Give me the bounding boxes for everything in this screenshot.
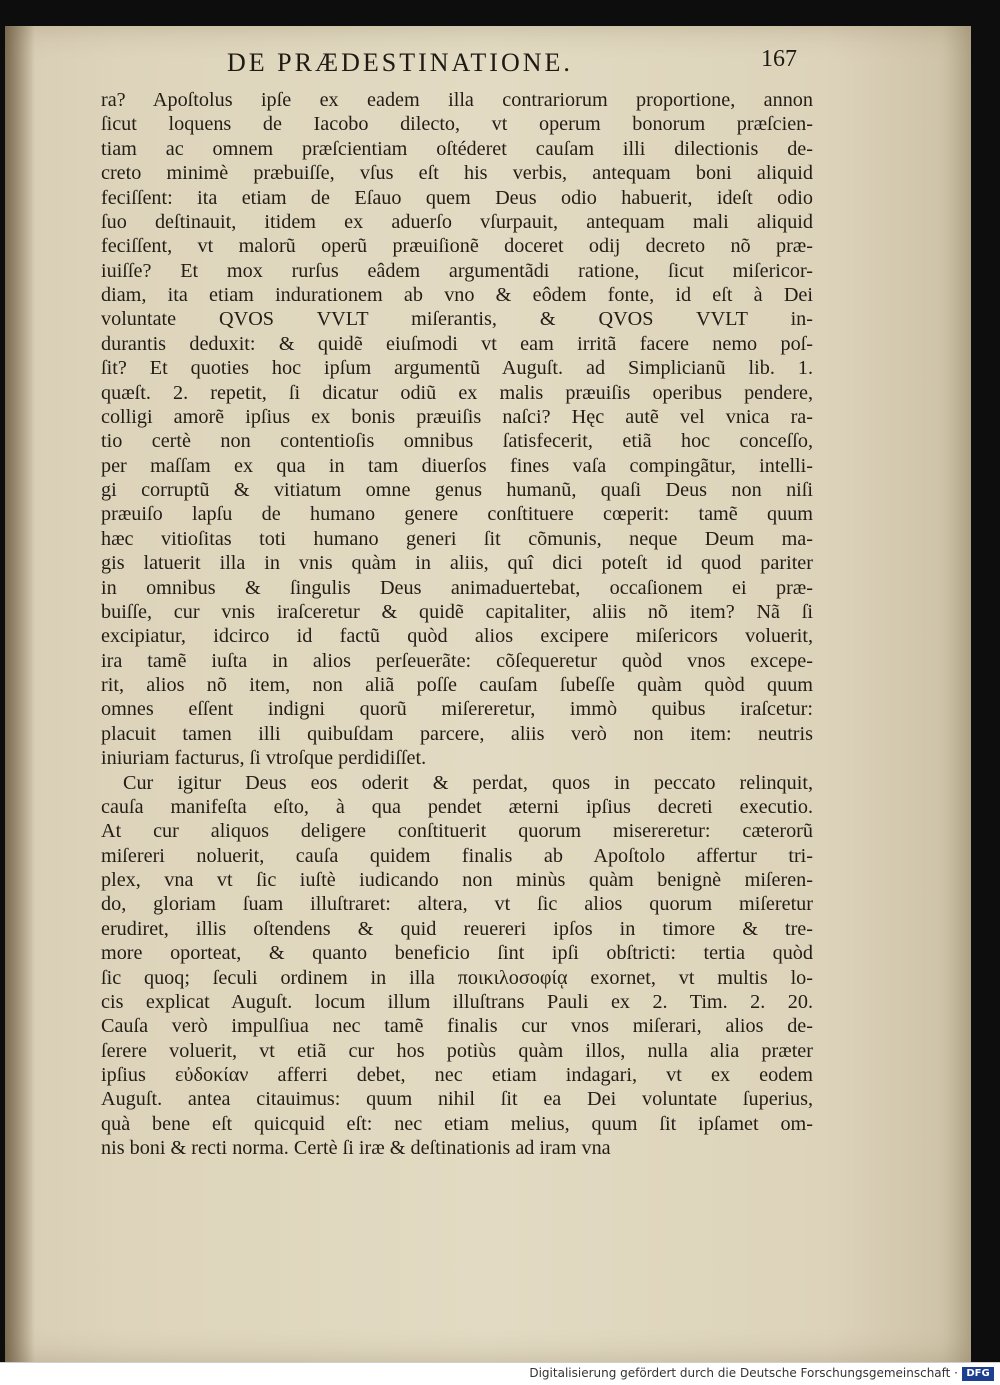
text-line: ſuo deſtinauit, itidem ex aduerſo vſurpauit, antequam mali aliquid <box>101 210 813 233</box>
text-line: rit, alios nõ item, non aliã poſſe cauſam ſubeſſe quàm quòd quum <box>101 674 813 696</box>
text-line: gi corruptũ & vitiatum omne genus humanũ, quaſi Deus non niſi <box>101 479 813 501</box>
text-line: feciſſent: ita etiam de Eſauo quem Deus odio habuerit, ideſt odio <box>101 186 813 209</box>
text-line: plex, vna vt ſic iuſtè iudicando non minùs quàm benignè miſeren- <box>101 869 813 891</box>
text-line: præuiſo lapſu de humano genere conſtituere cœperit: tamẽ quum <box>101 503 813 526</box>
text-line: Auguſt. antea citauimus: quum nihil ſit ea Dei voluntate ſuperius, <box>101 1088 813 1111</box>
text-line: Cur igitur Deus eos oderit & perdat, quos in peccato relinquit, <box>123 771 813 794</box>
text-line: ſit? Et quoties hoc ipſum argumentũ Auguſt. ad Simplicianũ lib. 1. <box>101 357 813 380</box>
text-line: voluntate QVOS VVLT miſerantis, & QVOS VVLT in- <box>101 308 813 331</box>
text-line: erudiret, illis oſtendens & quid reuereri ipſos in timore & tre- <box>101 917 813 940</box>
text-line: ipſius εὐδοκίαν afferri debet, nec etiam indagari, vt ex eodem <box>101 1064 813 1086</box>
text-line: Cauſa verò impulſiua nec tamẽ finalis cur vnos miſerari, alios de- <box>101 1015 813 1038</box>
text-line: ra? Apoſtolus ipſe ex eadem illa contrariorum proportione, annon <box>101 89 813 111</box>
text-line: cauſa manifeſta eſto, à qua pendet æterni ipſius decreti executio. <box>101 795 813 818</box>
text-line: do, gloriam ſuam illuſtraret: altera, vt ſic alios quorum miſeretur <box>101 893 813 916</box>
text-line: ſicut loquens de Iacobo dilecto, vt operum bonorum præſcien- <box>101 113 813 136</box>
text-line: excipiatur, idcirco id factũ quòd alios excipere miſericors voluerit, <box>101 625 813 648</box>
running-title: DE PRÆDESTINATIONE. <box>227 48 573 77</box>
text-line: quæſt. 2. repetit, ſi dicatur odiũ ex malis præuiſis operibus pendere, <box>101 381 813 404</box>
funding-credit: Digitalisierung gefördert durch die Deutsche Forschungsgemeinschaft · <box>529 1366 958 1380</box>
text-line: miſereri noluerit, cauſa quidem finalis ab Apoſtolo affertur tri- <box>101 844 813 867</box>
text-line: hæc vitioſitas toti humano generi ſit cõmunis, neque Deum ma- <box>101 527 813 550</box>
text-line: diam, ita etiam indurationem ab vno & eôdem fonte, id eſt à Dei <box>101 284 813 306</box>
body-text <box>101 88 813 1161</box>
text-line: iniuriam facturus, ſi vtroſque perdidiſſet. <box>101 747 427 770</box>
text-line: colligi amorẽ ipſius ex bonis præuiſis naſci? Hęc autẽ vel vnica ra- <box>101 405 813 428</box>
text-line: ira tamẽ iuſta in alios perſeuerãte: cõſequeretur quòd vnos excepe- <box>101 649 813 672</box>
text-line: durantis deduxit: & quidẽ eiuſmodi vt eam irritã facere nemo poſ- <box>101 332 813 355</box>
text-line: tiam ac omnem præſcientiam oſtéderet cauſam illi dilectionis de- <box>101 137 813 160</box>
text-line: ſerere voluerit, vt etiã cur hos potiùs quàm illos, nulla alia præter <box>101 1039 813 1062</box>
text-line: nis boni & recti norma. Certè ſi iræ & deſtinationis ad iram vna <box>101 1137 611 1160</box>
text-line: At cur aliquos deligere conſtituerit quorum misereretur: cæterorũ <box>101 820 813 843</box>
text-line: omnes eſſent indigni quorũ miſereretur, immò quibus iraſcetur: <box>101 698 813 721</box>
text-line: creto minimè præbuiſſe, vſus eſt his verbis, antequam boni aliquid <box>101 162 813 185</box>
digitization-footer <box>0 1362 1000 1385</box>
text-line: quà bene eſt quicquid eſt: nec etiam melius, quum ſit ipſamet om- <box>101 1112 813 1135</box>
text-line: buiſſe, cur vnis iraſceretur & quidẽ capitaliter, aliis nõ item? Nã ſi <box>101 600 813 623</box>
text-line: feciſſent, vt malorũ operũ præuiſionẽ doceret odij decreto nõ præ- <box>101 235 813 258</box>
page-gutter-shadow <box>5 26 35 1362</box>
book-page <box>5 26 971 1362</box>
text-line: gis latuerit illa in vnis quàm in aliis, quî dici poteſt id quod pariter <box>101 552 813 575</box>
text-line: placuit tamen illi quibuſdam parcere, aliis verò non item: neutris <box>101 722 813 745</box>
text-line: per maſſam ex qua in tam diuerſos fines vaſa compingãtur, intelli- <box>101 454 813 477</box>
text-line: more oporteat, & quanto beneficio ſint ipſi obſtricti: tertia quòd <box>101 942 813 965</box>
text-line: iuiſſe? Et mox rurſus eâdem argumentãdi ratione, ſicut miſericor- <box>101 259 813 282</box>
text-line: cis explicat Auguſt. locum illum illuſtrans Pauli ex 2. Tim. 2. 20. <box>101 990 813 1013</box>
text-line: in omnibus & ſingulis Deus animaduertebat, occaſionem ei præ- <box>101 576 813 599</box>
dfg-logo: DFG <box>962 1367 994 1381</box>
text-line: tio certè non contentioſis omnibus ſatisfecerit, etiã hoc conceſſo, <box>101 430 813 453</box>
text-line: ſic quoq; ſeculi ordinem in illa ποικιλοσοφίᾳ exornet, vt multis lo- <box>101 966 813 989</box>
page-number: 167 <box>761 46 797 72</box>
